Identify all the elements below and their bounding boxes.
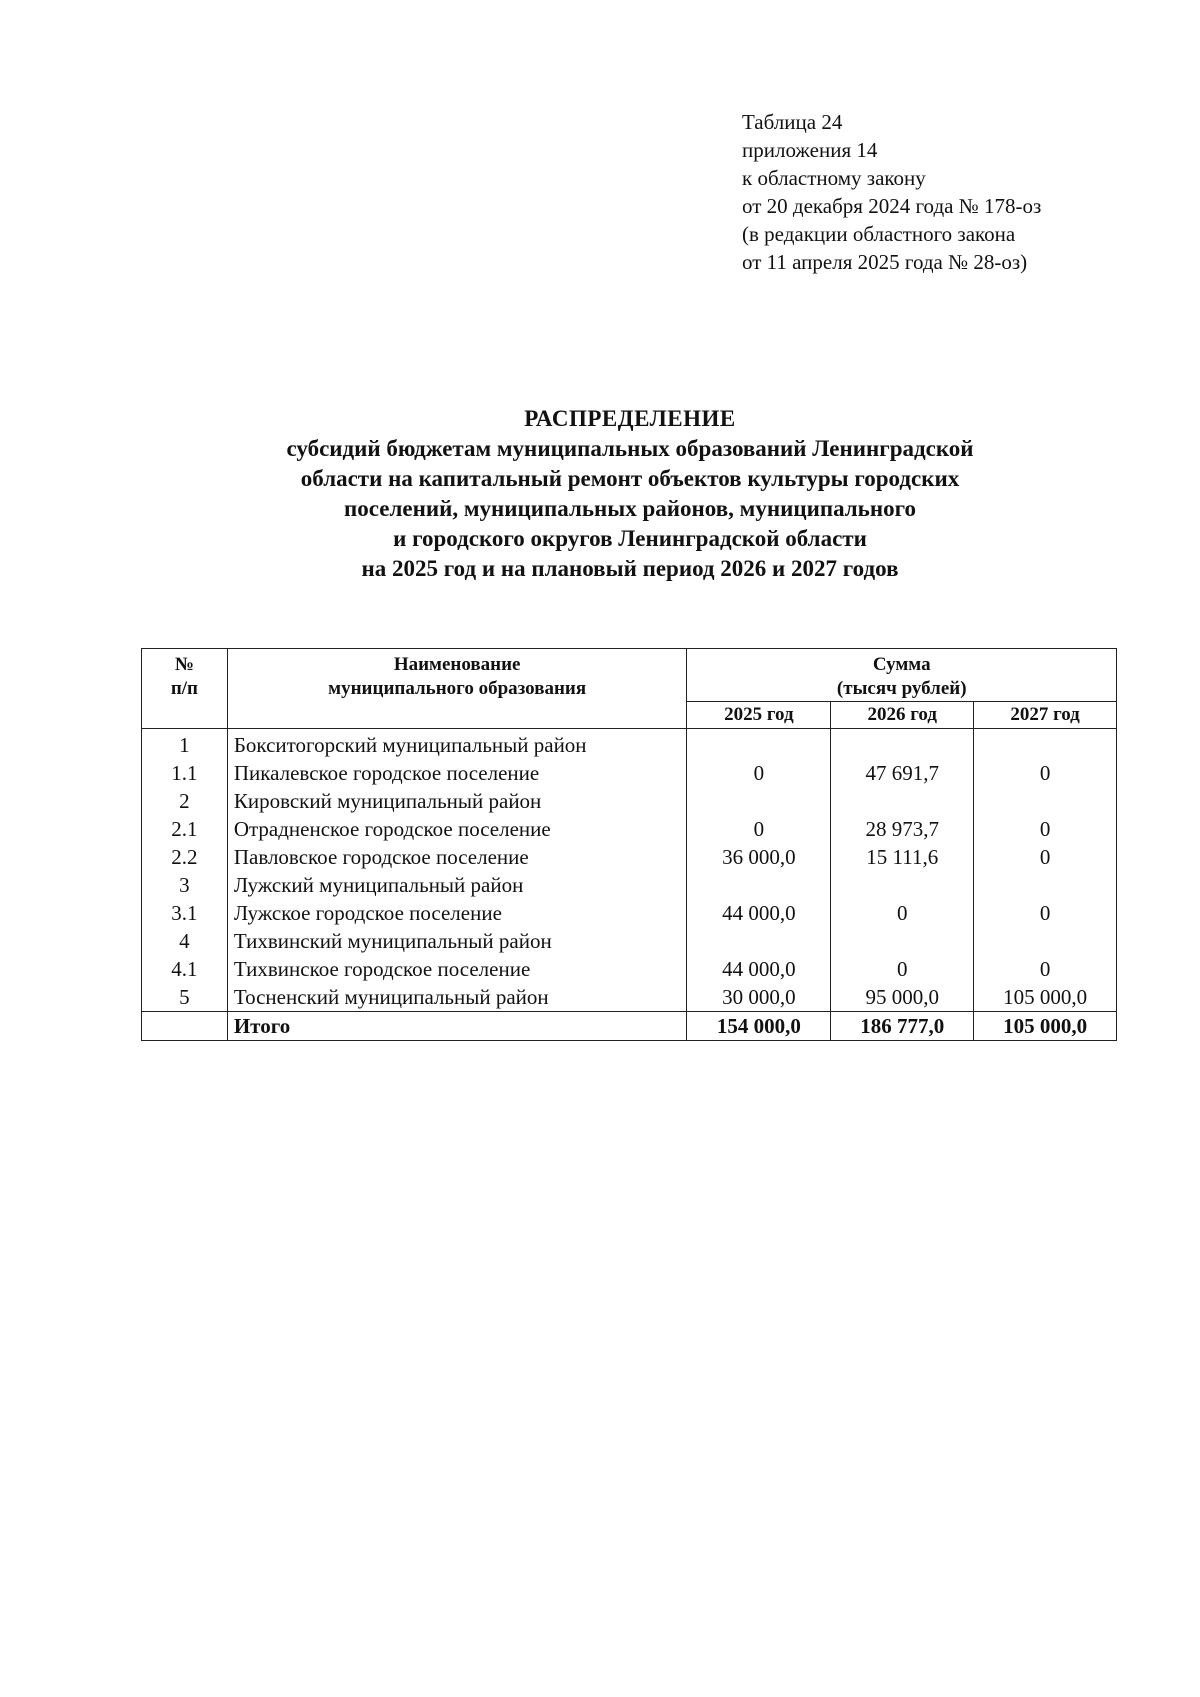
- header-name-line2: муниципального образования: [328, 678, 587, 699]
- row-value-2026: [831, 927, 974, 955]
- row-number: 2.1: [142, 815, 228, 843]
- row-value-2026: 95 000,0: [831, 983, 974, 1012]
- row-number: 3.1: [142, 899, 228, 927]
- header-name-line1: Наименование: [393, 654, 521, 675]
- row-value-2027: [974, 871, 1117, 899]
- header-sum: [687, 649, 1117, 702]
- row-value-2025: [687, 871, 831, 899]
- row-name: Лужское городское поселение: [227, 899, 687, 927]
- header-number-line1: №: [174, 654, 194, 675]
- row-number: 4.1: [142, 955, 228, 983]
- row-value-2025: 0: [687, 815, 831, 843]
- table-row: [142, 815, 1117, 843]
- attachment-line: приложения 14: [742, 138, 878, 162]
- row-value-2026: 0: [831, 899, 974, 927]
- row-value-2025: [687, 927, 831, 955]
- attachment-line: (в редакции областного закона: [742, 222, 1016, 246]
- table-row: [142, 899, 1117, 927]
- attachment-line: от 11 апреля 2025 года № 28-оз): [742, 250, 1028, 274]
- row-name: Тихвинский муниципальный район: [227, 927, 687, 955]
- table-row: [142, 983, 1117, 1012]
- row-name: Тихвинское городское поселение: [227, 955, 687, 983]
- row-value-2026: [831, 871, 974, 899]
- row-value-2026: 28 973,7: [831, 815, 974, 843]
- row-number: 2: [142, 787, 228, 815]
- row-number: 5: [142, 983, 228, 1012]
- header-sum-line2: (тысяч рублей): [836, 678, 967, 699]
- row-value-2027: 0: [974, 759, 1117, 787]
- attachment-line: к областному закону: [742, 166, 926, 190]
- header-name: [227, 649, 687, 729]
- row-value-2027: 105 000,0: [974, 983, 1117, 1012]
- row-name: Кировский муниципальный район: [227, 787, 687, 815]
- row-number: 1.1: [142, 759, 228, 787]
- row-value-2026: 0: [831, 955, 974, 983]
- row-number: 3: [142, 871, 228, 899]
- table-row: [142, 759, 1117, 787]
- row-value-2025: 44 000,0: [687, 955, 831, 983]
- row-number: 1: [142, 729, 228, 760]
- table-row: [142, 927, 1117, 955]
- header-year-2027: 2027 год: [974, 702, 1117, 729]
- row-value-2026: 47 691,7: [831, 759, 974, 787]
- header-sum-line1: Сумма: [872, 654, 931, 675]
- total-label: Итого: [227, 1012, 687, 1041]
- row-value-2026: [831, 787, 974, 815]
- row-name: Тосненский муниципальный район: [227, 983, 687, 1012]
- attachment-note: [742, 108, 1041, 276]
- row-value-2025: 30 000,0: [687, 983, 831, 1012]
- row-number: 2.2: [142, 843, 228, 871]
- row-value-2026: [831, 729, 974, 760]
- row-name: Пикалевское городское поселение: [227, 759, 687, 787]
- heading-line: субсидий бюджетам муниципальных образований Ленинградской: [286, 436, 974, 461]
- total-value-2025: 154 000,0: [687, 1012, 831, 1041]
- row-value-2027: [974, 787, 1117, 815]
- row-number: 4: [142, 927, 228, 955]
- attachment-line: от 20 декабря 2024 года № 178-оз: [742, 194, 1042, 218]
- row-name: Бокситогорский муниципальный район: [227, 729, 687, 760]
- row-value-2025: [687, 787, 831, 815]
- total-value-2026: 186 777,0: [831, 1012, 974, 1041]
- row-value-2025: 36 000,0: [687, 843, 831, 871]
- table-row: [142, 729, 1117, 760]
- row-name: Павловское городское поселение: [227, 843, 687, 871]
- heading-line: поселений, муниципальных районов, муниципального: [344, 496, 916, 521]
- row-value-2026: 15 111,6: [831, 843, 974, 871]
- heading-line: на 2025 год и на плановый период 2026 и 2027 годов: [361, 556, 899, 581]
- heading-line: и городского округов Ленинградской области: [393, 526, 867, 551]
- total-row: [142, 1012, 1117, 1041]
- total-value-2027: 105 000,0: [974, 1012, 1117, 1041]
- row-name: Отрадненское городское поселение: [227, 815, 687, 843]
- header-number-line2: п/п: [170, 678, 198, 699]
- row-value-2027: 0: [974, 843, 1117, 871]
- header-number: [142, 649, 228, 729]
- row-value-2027: 0: [974, 955, 1117, 983]
- table-row: [142, 871, 1117, 899]
- distribution-table: [141, 648, 1117, 1041]
- heading-line: области на капитальный ремонт объектов культуры городских: [300, 466, 960, 491]
- table-row: [142, 843, 1117, 871]
- total-number-cell: [142, 1012, 228, 1041]
- row-value-2027: [974, 927, 1117, 955]
- header-year-2026: 2026 год: [831, 702, 974, 729]
- header-year-2025: 2025 год: [687, 702, 831, 729]
- table-row: [142, 787, 1117, 815]
- attachment-line: Таблица 24: [742, 110, 843, 134]
- row-value-2025: 0: [687, 759, 831, 787]
- row-value-2027: 0: [974, 899, 1117, 927]
- row-value-2025: 44 000,0: [687, 899, 831, 927]
- row-value-2027: 0: [974, 815, 1117, 843]
- row-value-2025: [687, 729, 831, 760]
- row-value-2027: [974, 729, 1117, 760]
- row-name: Лужский муниципальный район: [227, 871, 687, 899]
- document-title: РАСПРЕДЕЛЕНИЕ: [524, 406, 736, 431]
- document-heading: [150, 404, 1110, 584]
- table-row: [142, 955, 1117, 983]
